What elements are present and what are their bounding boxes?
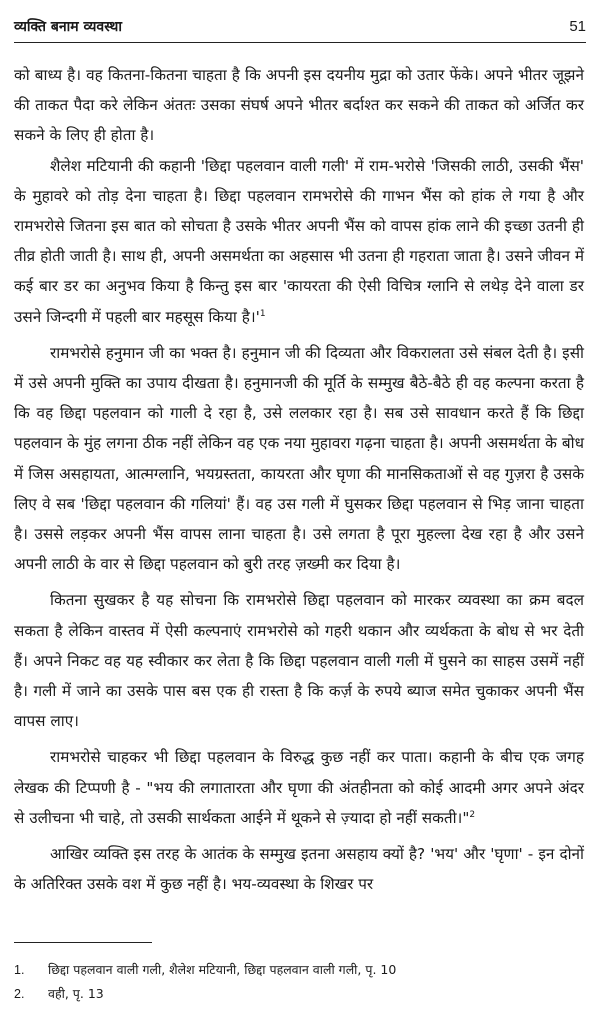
paragraph-3: रामभरोसे हनुमान जी का भक्त है। हनुमान जी की दिव्यता और विकरालता उसे संबल देती है। इसी में उसे अपनी मुक्ति का उपाय दीखता है। हनुमानजी की मूर्ति के सम्मुख बैठे-बैठे ही वह कल्पना करता है कि वह छिद्दा पहलवान को गाली दे रहा है, उसे ललकार रहा है। सब उसे सावधान करते हैं कि छिद्दा पहलवान के मुंह लगना ठीक नहीं लेकिन वह एक नया मुहावरा गढ़ना चाहता है। अपनी असमर्थता के बोध में जिस असहायता, आत्मग्लानि, भयग्रस्तता, कायरता और घृणा की मानसिकताओं से वह गुज़रा है उसके लिए वे सब 'छिद्दा पहलवान की गलियां' हैं। वह उस गली में घुसकर छिद्दा पहलवान से भिड़ जाना चाहता है। उससे लड़कर अपनी भैंस वापस लाना चाहता है। उसे लगता है पूरा मुहल्ला देख रहा है और उसने अपनी लाठी के वार से छिद्दा पहलवान को बुरी तरह ज़ख्मी कर दिया है।	[14, 343, 584, 574]
paragraph-5	[14, 742, 584, 833]
paragraph-1: को बाध्य है। वह कितना-कितना चाहता है कि अपनी इस दयनीय मुद्रा को उतार फेंके। अपने भीतर जूझने की ताकत पैदा करे लेकिन अंततः उसका संघर्ष अपने भीतर बर्दाश्त कर सकने की ताकत को अर्जित कर सकने के लिए ही होता है।	[14, 66, 584, 145]
footnote-divider	[14, 942, 152, 943]
paragraph-4: कितना सुखकर है यह सोचना कि रामभरोसे छिद्दा पहलवान को मारकर व्यवस्था का क्रम बदल सकता है लेकिन वास्तव में ऐसी कल्पनाएं रामभरोसे को गहरी थकान और व्यर्थकता के बोध से भर देती हैं। अपने निकट वह यह स्वीकार कर लेता है कि छिद्दा पहलवान वाली गली में घुसने का साहस उसमें नहीं है। गली में जाने का उसके पास बस एक ही रास्ता है कि कर्ज़ के रुपये ब्याज समेत चुकाकर अपनी भैंस वापस लाए।	[14, 591, 584, 731]
footnote-number: 1.	[14, 963, 25, 977]
footnote-text: वही, पृ. 13	[48, 986, 104, 1001]
footnote-ref-2: 2	[469, 809, 476, 820]
body-text	[14, 60, 584, 899]
footnotes	[14, 958, 584, 1006]
footnote-2	[14, 982, 584, 1006]
paragraph-2-text: शैलेश मटियानी की कहानी 'छिद्दा पहलवान वाली गली' में राम-भरोसे 'जिसकी लाठी, उसकी भैंस' के मुहावरे को तोड़ देना चाहता है। छिद्दा पहलवान रामभरोसे की गाभन भैंस को हांक ले गया है और रामभरोसे जितना इस बात को सोचता है उसके भीतर अपनी भैंस को वापस हांक लाने की इच्छा उतनी ही तीव्र होती जाती है। साथ ही, अपनी असमर्थता का अहसास भी उतना ही गहराता जाता है। उसने जीवन में कई बार डर का अनुभव किया है किन्तु इस बार 'कायरता की ऐसी विचित्र ग्लानि से लथेड़ देने वाला डर उसने जिन्दगी में पहली बार महसूस किया है।'	[14, 156, 584, 326]
footnote-text: छिद्दा पहलवान वाली गली, शैलेश मटियानी, छिद्दा पहलवान वाली गली, पृ. 10	[48, 962, 397, 977]
page-number: 51	[569, 18, 586, 35]
footnote-ref-1: 1	[259, 308, 266, 319]
paragraph-2	[14, 151, 584, 332]
running-title: व्यक्ति बनाम व्यवस्था	[14, 19, 122, 35]
running-header	[14, 17, 586, 43]
footnote-number: 2.	[14, 987, 25, 1001]
paragraph-5-text: रामभरोसे चाहकर भी छिद्दा पहलवान के विरुद्ध कुछ नहीं कर पाता। कहानी के बीच एक जगह लेखक की टिप्पणी है - "भय की लगातारता और घृणा की अंतहीनता को कोई आदमी अगर अपने अंदर से उलीचना भी चाहे, तो उसकी सार्थकता आईने में थूकने से ज़्यादा हो नहीं सकती।"	[14, 748, 584, 827]
paragraph-6: आखिर व्यक्ति इस तरह के आतंक के सम्मुख इतना असहाय क्यों है? 'भय' और 'घृणा' - इन दोनों के अतिरिक्त उसके वश में कुछ नहीं है। भय-व्यवस्था के शिखर पर	[14, 845, 584, 894]
footnote-1	[14, 958, 584, 982]
